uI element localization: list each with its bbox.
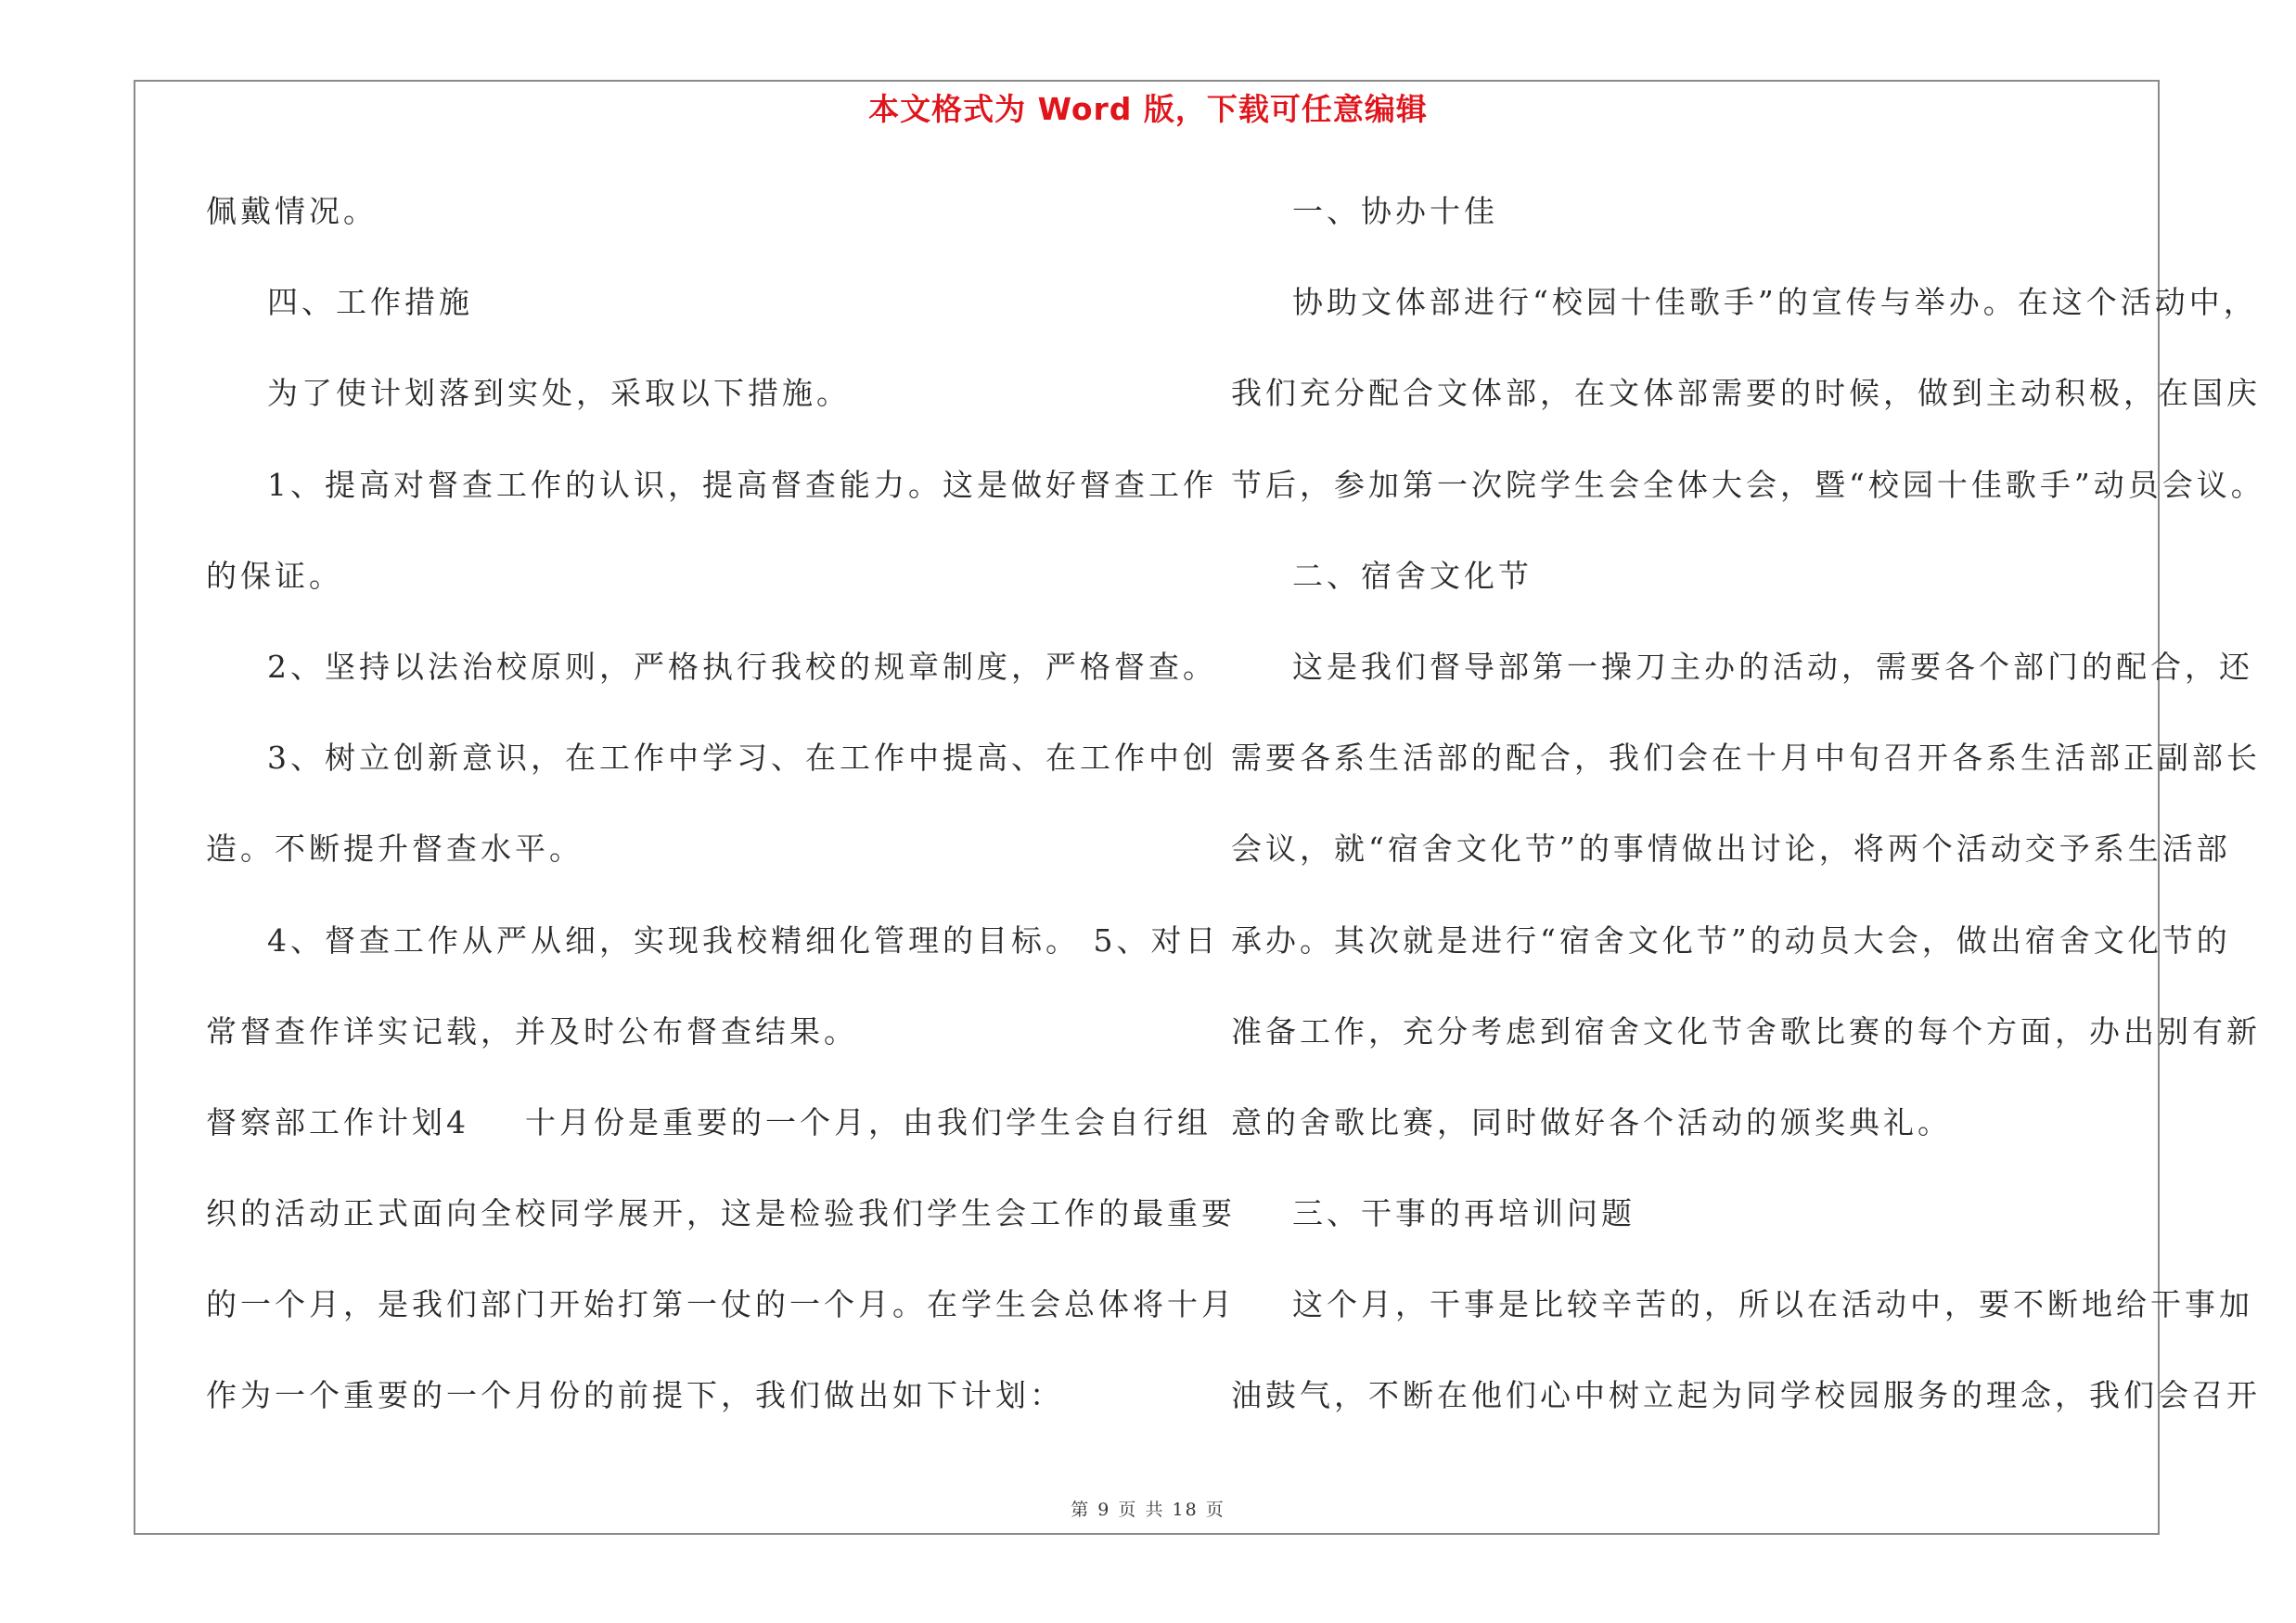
paragraph-line: 我们充分配合文体部，在文体部需要的时候，做到主动积极，在国庆 (1231, 375, 2261, 412)
list-item: 2、坚持以法治校原则，严格执行我校的规章制度，严格督查。 (267, 648, 1217, 685)
section-heading: 二、宿舍文化节 (1292, 557, 1533, 594)
section-heading: 一、协办十佳 (1292, 193, 1498, 229)
list-item: 4、督查工作从严从细，实现我校精细化管理的目标。 5、对日 (267, 921, 1220, 959)
paragraph-line: 的保证。 (206, 557, 343, 594)
paragraph-line: 节后，参加第一次院学生会全体大会，暨“校园十佳歌手”动员会议。 (1231, 466, 2265, 503)
section-title: 督察部工作计划4 (206, 1103, 469, 1140)
paragraph-line: 意的舍歌比赛，同时做好各个活动的颁奖典礼。 (1231, 1103, 1952, 1140)
paragraph-line: 的一个月，是我们部门开始打第一仗的一个月。在学生会总体将十月 (206, 1286, 1236, 1323)
paragraph-line: 织的活动正式面向全校同学展开，这是检验我们学生会工作的最重要 (206, 1195, 1236, 1232)
right-column (1231, 186, 2265, 1462)
paragraph-line: 这个月，干事是比较辛苦的，所以在活动中，要不断地给干事加 (1292, 1286, 2253, 1323)
editable-format-banner: 本文格式为 Word 版，下载可任意编辑 (868, 91, 1428, 127)
list-item: 1、提高对督查工作的认识，提高督查能力。这是做好督查工作 (267, 466, 1217, 503)
paragraph-line: 为了使计划落到实处，采取以下措施。 (267, 375, 851, 412)
paragraph-line: 十月份是重要的一个月，由我们学生会自行组 (525, 1103, 1212, 1140)
paragraph-line: 承办。其次就是进行“宿舍文化节”的动员大会，做出宿舍文化节的 (1231, 921, 2231, 959)
paragraph-line: 佩戴情况。 (206, 193, 378, 229)
left-column (206, 186, 1236, 1462)
page-number: 第 9 页 共 18 页 (1071, 1500, 1225, 1520)
section-title-line (206, 1097, 1212, 1188)
section-heading: 四、工作措施 (267, 284, 473, 321)
paragraph-line: 这是我们督导部第一操刀主办的活动，需要各个部门的配合，还 (1292, 648, 2253, 685)
section-heading: 三、干事的再培训问题 (1292, 1195, 1635, 1232)
paragraph-line: 准备工作，充分考虑到宿舍文化节舍歌比赛的每个方面，办出别有新 (1231, 1012, 2261, 1050)
paragraph-line: 会议，就“宿舍文化节”的事情做出讨论，将两个活动交予系生活部 (1231, 831, 2231, 868)
paragraph-line: 协助文体部进行“校园十佳歌手”的宣传与举办。在这个活动中， (1292, 284, 2258, 321)
paragraph-line: 需要各系生活部的配合，我们会在十月中旬召开各系生活部正副部长 (1231, 740, 2261, 777)
paragraph-line: 油鼓气，不断在他们心中树立起为同学校园服务的理念，我们会召开 (1231, 1377, 2261, 1414)
list-item: 3、树立创新意识，在工作中学习、在工作中提高、在工作中创 (267, 740, 1217, 777)
paragraph-line: 造。不断提升督查水平。 (206, 831, 584, 868)
paragraph-line: 作为一个重要的一个月份的前提下，我们做出如下计划： (206, 1377, 1064, 1414)
paragraph-line: 常督查作详实记载，并及时公布督查结果。 (206, 1012, 858, 1050)
